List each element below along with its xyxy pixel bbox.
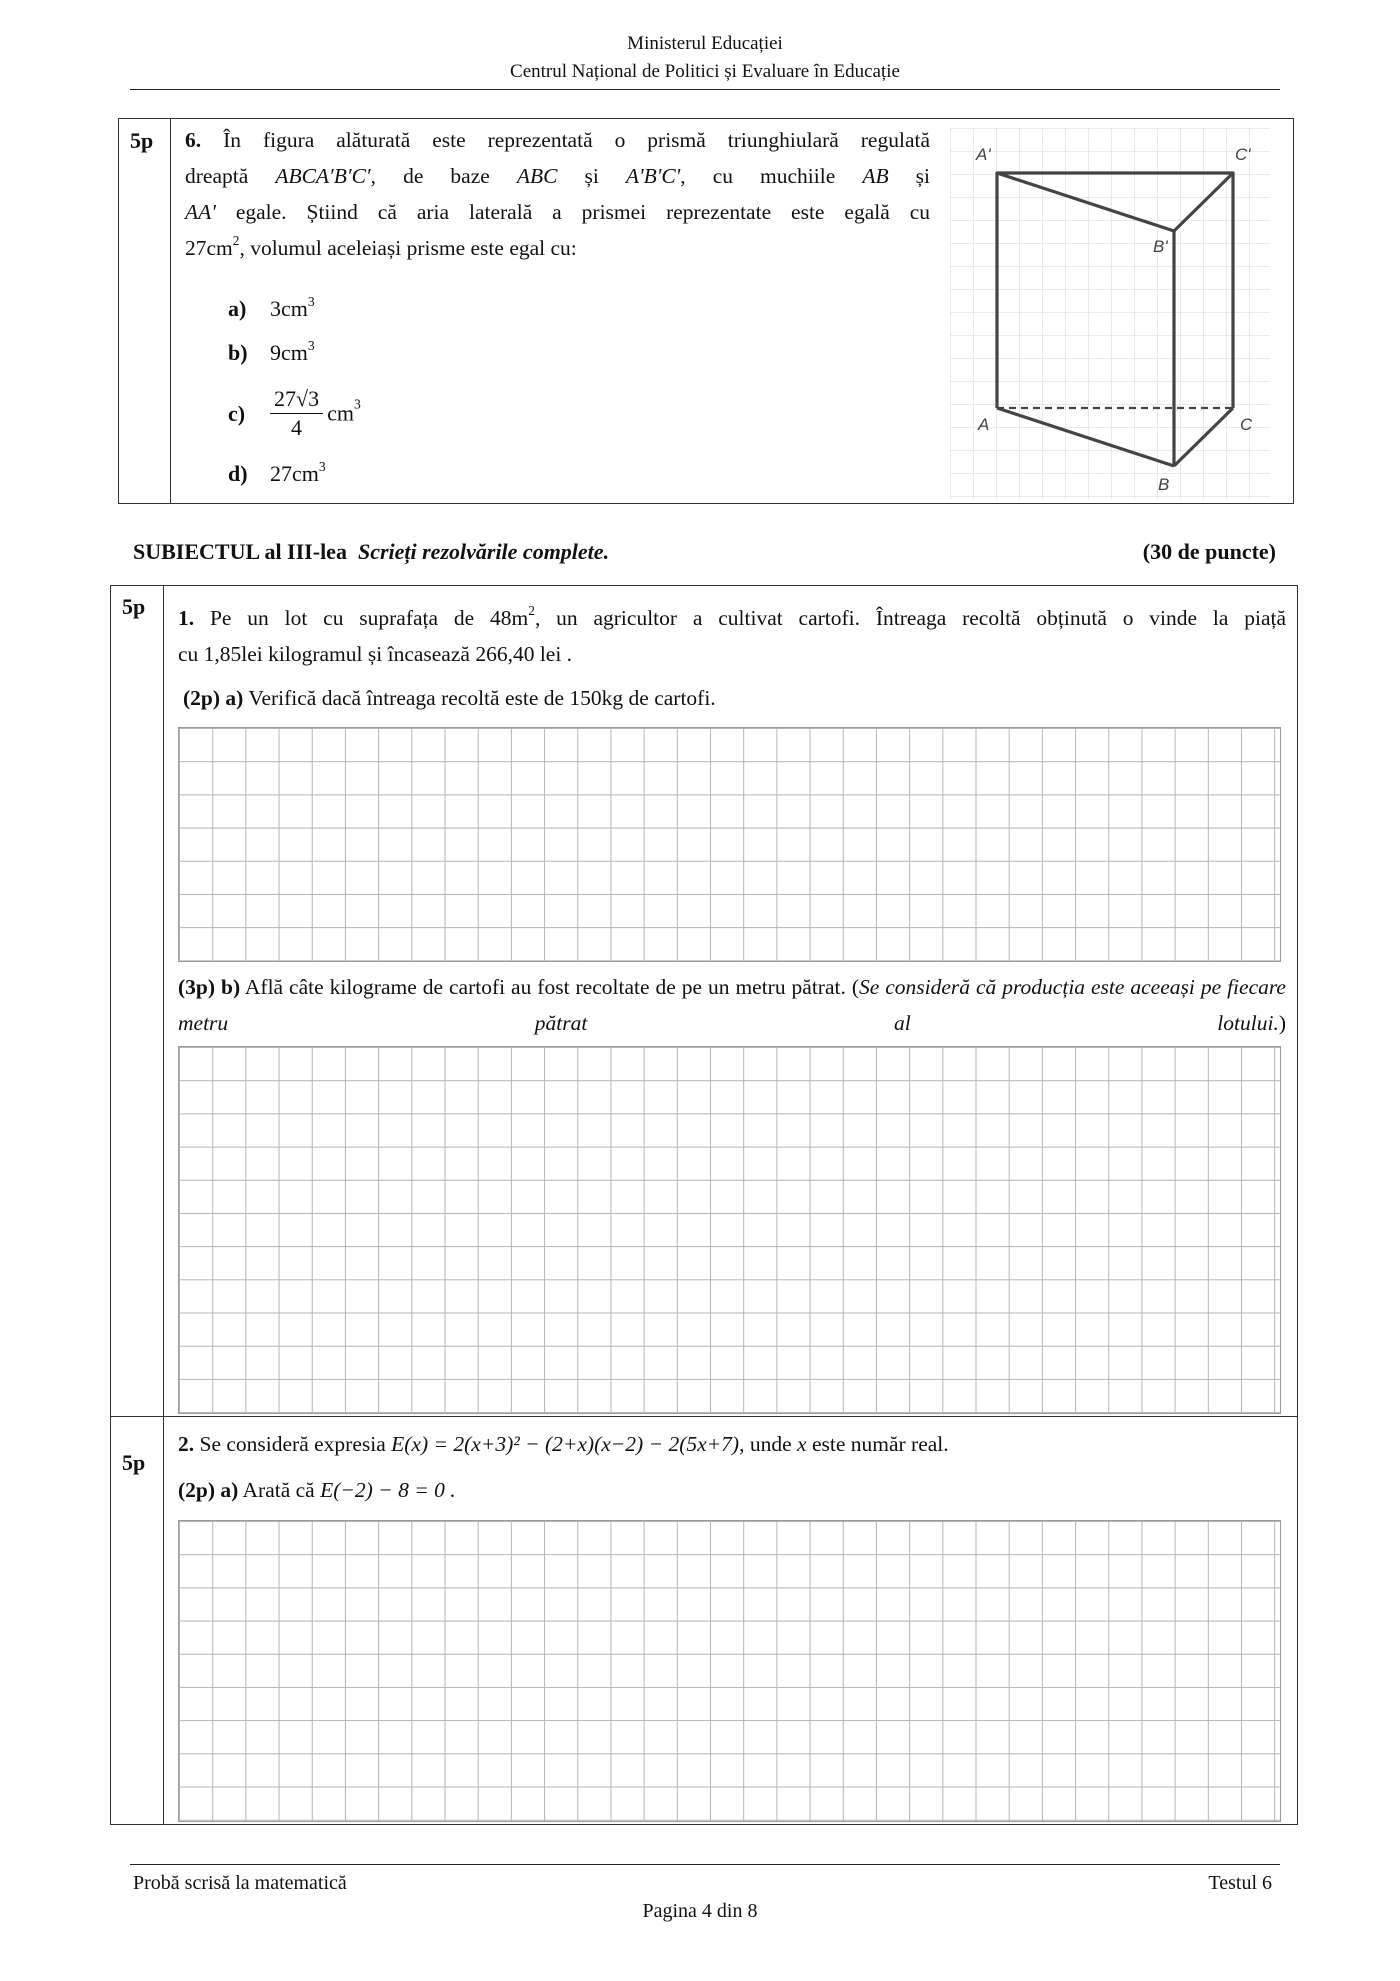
problem-1a	[183, 680, 716, 716]
q6-math-edge: AB	[862, 164, 889, 188]
label-c: C	[1240, 415, 1253, 434]
problem-1-points: 5p	[122, 594, 146, 619]
section-header	[133, 539, 609, 565]
problem-1-number: 1.	[178, 606, 195, 630]
p2a-expression: E(−2) − 8 = 0 .	[320, 1478, 456, 1502]
question-6-text	[185, 122, 930, 266]
label-a-prime: A'	[976, 145, 991, 164]
answer-grid-1b[interactable]	[178, 1046, 1281, 1414]
fraction-numerator: 27√3	[270, 385, 323, 414]
option-a	[228, 293, 315, 322]
section-title: SUBIECTUL al III-lea	[133, 539, 347, 564]
question-6-points: 5p	[130, 128, 154, 153]
answer-grid-1a[interactable]	[178, 727, 1281, 962]
problem-2-number: 2.	[178, 1432, 195, 1456]
option-exponent: 3	[353, 396, 361, 412]
problems-points-divider	[163, 585, 164, 1825]
problem-1b	[178, 969, 1286, 1041]
p1a-text: Verifică dacă întreaga recoltă este de 150kg de cartofi.	[248, 686, 716, 710]
p1b-points: (3p) b)	[178, 975, 241, 999]
q6-text: , cu muchiile	[680, 164, 836, 188]
q6-exponent: 2	[232, 233, 240, 249]
p2-variable: x	[797, 1432, 807, 1456]
p2-expression: E(x) = 2(x+3)² − (2+x)(x−2) − 2(5x+7)	[391, 1432, 740, 1456]
q6-text: egale. Știind că aria laterală a prismei reprezentate este egală cu	[235, 200, 931, 224]
q6-math-edge-prime: AA'	[185, 200, 216, 224]
header-ministry: Ministerul Educației	[627, 33, 783, 54]
header-rule	[130, 89, 1280, 90]
footer-rule	[130, 1864, 1280, 1865]
option-letter: b)	[228, 340, 248, 365]
p1b-italic-note: Se consideră că producția este aceeași pe fiecare metru pătrat al lotului.	[178, 975, 1286, 1035]
option-value: 9cm	[270, 340, 308, 365]
problem-2-statement	[178, 1426, 949, 1462]
q6-line-3	[185, 194, 930, 230]
p1-exponent: 2	[528, 603, 535, 619]
q6-text: dreaptă	[185, 164, 249, 188]
prism-figure	[950, 128, 1270, 500]
q6-math-base: ABC	[516, 164, 558, 188]
q6-text: , de baze	[370, 164, 490, 188]
header-center: Centrul Național de Politici și Evaluare în Educație	[510, 61, 900, 82]
option-value: 27cm	[270, 461, 319, 486]
q6-line-1	[185, 122, 930, 158]
section-points: (30 de puncte)	[1142, 539, 1276, 564]
problem-2a	[178, 1472, 456, 1508]
label-c-prime: C'	[1235, 145, 1251, 164]
p1-text: , un agricultor a cultivat cartofi. Întreaga recoltă obținută o vinde la piață	[534, 606, 1287, 630]
label-b: B	[1158, 475, 1170, 494]
option-exponent: 3	[307, 337, 315, 353]
q6-text: , volumul aceleiași prisme este egal cu:	[239, 236, 577, 260]
option-exponent: 3	[318, 458, 326, 474]
p2-text: este număr real.	[811, 1432, 949, 1456]
p1-text: Pe un lot cu suprafața de	[209, 606, 475, 630]
section-instruction: Scrieți rezolvările complete.	[357, 539, 610, 564]
footer-subject: Probă scrisă la matematică	[133, 1872, 347, 1894]
option-exponent: 3	[307, 293, 315, 309]
p2-text: , unde	[739, 1432, 792, 1456]
q6-text: și	[915, 164, 930, 188]
q6-line-2	[185, 158, 930, 194]
fraction-denominator: 4	[291, 415, 303, 440]
p1b-line-1	[178, 969, 1286, 1041]
q6-line-1-text: În figura alăturată este reprezentată o prismă triunghiulară regulată	[223, 128, 931, 152]
problems-separator	[110, 1416, 1298, 1417]
p1-math-area: 48m	[490, 606, 529, 630]
p1b-text: )	[1278, 1011, 1286, 1035]
option-unit: cm	[327, 400, 354, 426]
p2a-points: (2p) a)	[178, 1478, 239, 1502]
option-b	[228, 337, 315, 366]
footer-page-number: Pagina 4 din 8	[642, 1900, 758, 1922]
q6-text: și	[584, 164, 599, 188]
option-value: 3cm	[270, 296, 308, 321]
p2a-text: Arată că	[242, 1478, 315, 1502]
problem-2-points: 5p	[122, 1450, 146, 1475]
p1b-text: Află câte kilograme de cartofi au fost recoltate de pe un metru pătrat. (	[244, 975, 859, 999]
option-fraction	[270, 385, 323, 442]
problem-1-statement	[178, 600, 1286, 672]
label-a: A	[978, 415, 990, 434]
footer-test: Testul 6	[1208, 1872, 1272, 1894]
q6-math-area: 27cm	[185, 236, 233, 260]
label-b-prime: B'	[1153, 237, 1168, 256]
p2-text: Se consideră expresia	[199, 1432, 386, 1456]
q6-math-base-prime: A'B'C'	[625, 164, 681, 188]
answer-grid-2a[interactable]	[178, 1520, 1281, 1822]
option-letter: c)	[228, 400, 246, 426]
q6-line-4	[185, 230, 930, 266]
question-6-number: 6.	[185, 128, 202, 152]
p1-line-1	[178, 600, 1286, 636]
p1-line-2: cu 1,85lei kilogramul și încasează 266,40 lei .	[178, 642, 573, 666]
p1a-points: (2p) a)	[183, 686, 244, 710]
option-d	[228, 458, 326, 487]
option-letter: d)	[228, 461, 248, 486]
question-6-points-divider	[170, 118, 171, 504]
option-letter: a)	[228, 296, 247, 321]
q6-math-prism: ABCA′B′C′	[275, 164, 371, 188]
option-c	[228, 385, 361, 442]
